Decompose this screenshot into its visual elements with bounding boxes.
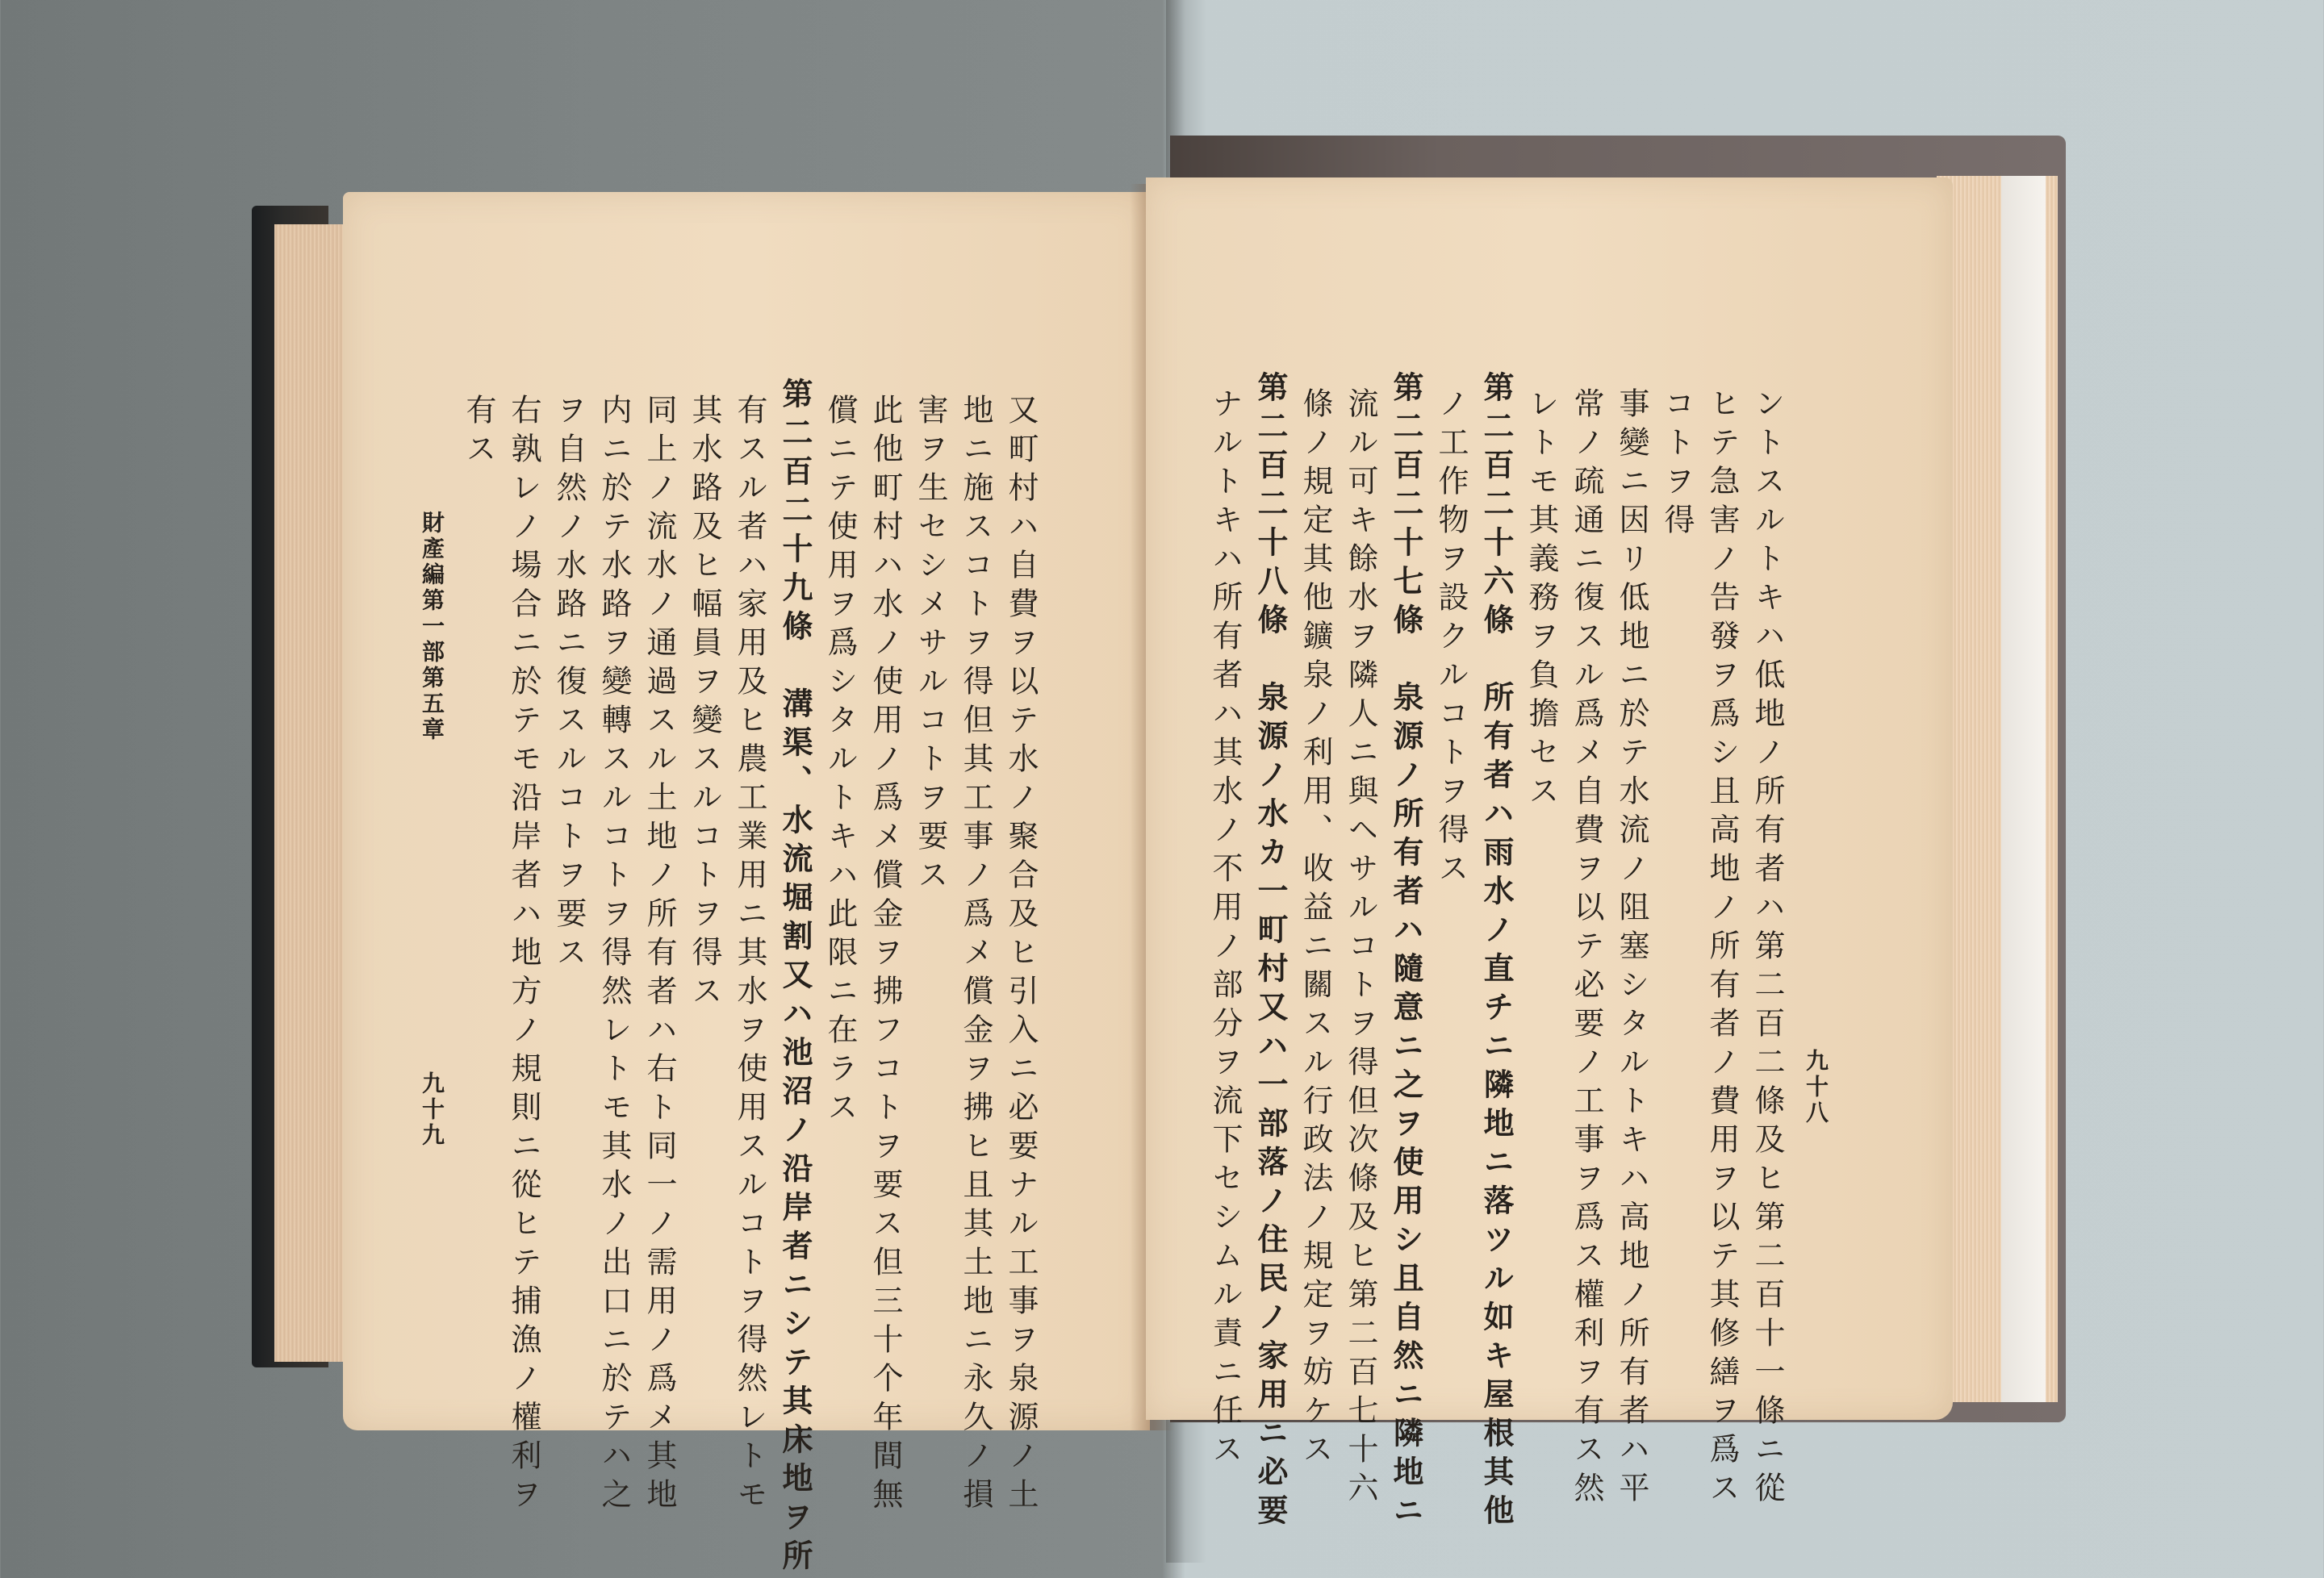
right-line-4: 事變ニ因リ低地ニ於テ水流ノ阻塞シタルトキハ高地ノ所有者ハ平 [1614,387,1649,1510]
left-line-2: 地ニ施スコトヲ得但其工事ノ爲メ償金ヲ拂ヒ且其土地ニ永久ノ損 [958,394,993,1517]
left-line-4: 此他町村ハ水ノ使用ノ爲メ償金ヲ拂フコトヲ要ス但三十个年間無 [867,394,903,1517]
left-page [343,192,1150,1578]
left-line-11: ヲ自然ノ水路ニ復スルコトヲ要ス [551,394,587,975]
right-line-8: ノ工作物ヲ設クルコトヲ得ス [1433,387,1469,891]
left-line-8: 其水路及ヒ幅員ヲ變スルコトヲ得ス [687,394,722,1013]
right-article-227: 第二百二十七條 泉源ノ所有者ハ隨意ニ之ヲ使用シ且自然ニ隣地ニ [1388,371,1424,1533]
right-page [1146,177,1953,1533]
left-line-13: 有ス [461,394,496,471]
left-page-number: 九十九 [419,1071,445,1149]
left-line-3: 害ヲ生セシメサルコトヲ要ス [913,394,948,897]
right-article-228: 第二百二十八條 泉源ノ水カ一町村又ハ一部落ノ住民ノ家用ニ必要 [1252,371,1289,1533]
right-line-10: 流ル可キ餘水ヲ隣人ニ與ヘサルコトヲ得但次條及ヒ第二百七十六 [1343,387,1378,1510]
left-page-edges [274,224,351,1362]
right-article-226: 第二百二十六條 所有者ハ雨水ノ直チニ隣地ニ落ツル如キ屋根其他 [1478,371,1515,1533]
right-line-2: ヒテ急害ノ告發ヲ爲シ且高地ノ所有者ノ費用ヲ以テ其修繕ヲ爲ス [1704,387,1740,1510]
right-line-13: ナルトキハ所有者ハ其水ノ不用ノ部分ヲ流下セシムル責ニ任ス [1207,387,1243,1472]
left-line-9: 同上ノ流水ノ通過スル土地ノ所有者ハ右ト同一ノ需用ノ爲メ其地 [642,394,677,1517]
right-line-11: 條ノ規定其他鑛泉ノ利用、收益ニ關スル行政法ノ規定ヲ妨ケス [1298,387,1333,1472]
left-line-12: 右孰レノ場合ニ於テモ沿岸者ハ地方ノ規則ニ從ヒテ捕漁ノ權利ヲ [506,394,541,1517]
right-flyleaf-edges [2001,176,2046,1402]
right-line-6: レトモ其義務ヲ負擔セス [1524,387,1559,813]
running-head: 財產編第一部第五章 [419,511,445,743]
right-line-1: ントスルトキハ低地ノ所有者ハ第二百二條及ヒ第二百十一條ニ從 [1749,387,1785,1510]
left-article-229: 第二百二十九條 溝渠、水流堀割又ハ池沼ノ沿岸者ニシテ其床地ヲ所 [777,378,813,1578]
right-line-5: 常ノ疏通ニ復スル爲メ自費ヲ以テ必要ノ工事ヲ爲ス權利ヲ有ス然 [1569,387,1604,1510]
right-line-3: コトヲ得 [1659,387,1695,542]
left-line-5: 償ニテ使用ヲ爲シタルトキハ此限ニ在ラス [822,394,858,1129]
right-page-number: 九十八 [1803,1049,1829,1126]
left-line-1: 又町村ハ自費ヲ以テ水ノ聚合及ヒ引入ニ必要ナル工事ヲ泉源ノ土 [1003,394,1039,1517]
left-line-10: 内ニ於テ水路ヲ變轉スルコトヲ得然レトモ其水ノ出口ニ於テハ之 [596,394,632,1517]
left-line-7: 有スル者ハ家用及ヒ農工業用ニ其水ヲ使用スルコトヲ得然レトモ [732,394,767,1517]
